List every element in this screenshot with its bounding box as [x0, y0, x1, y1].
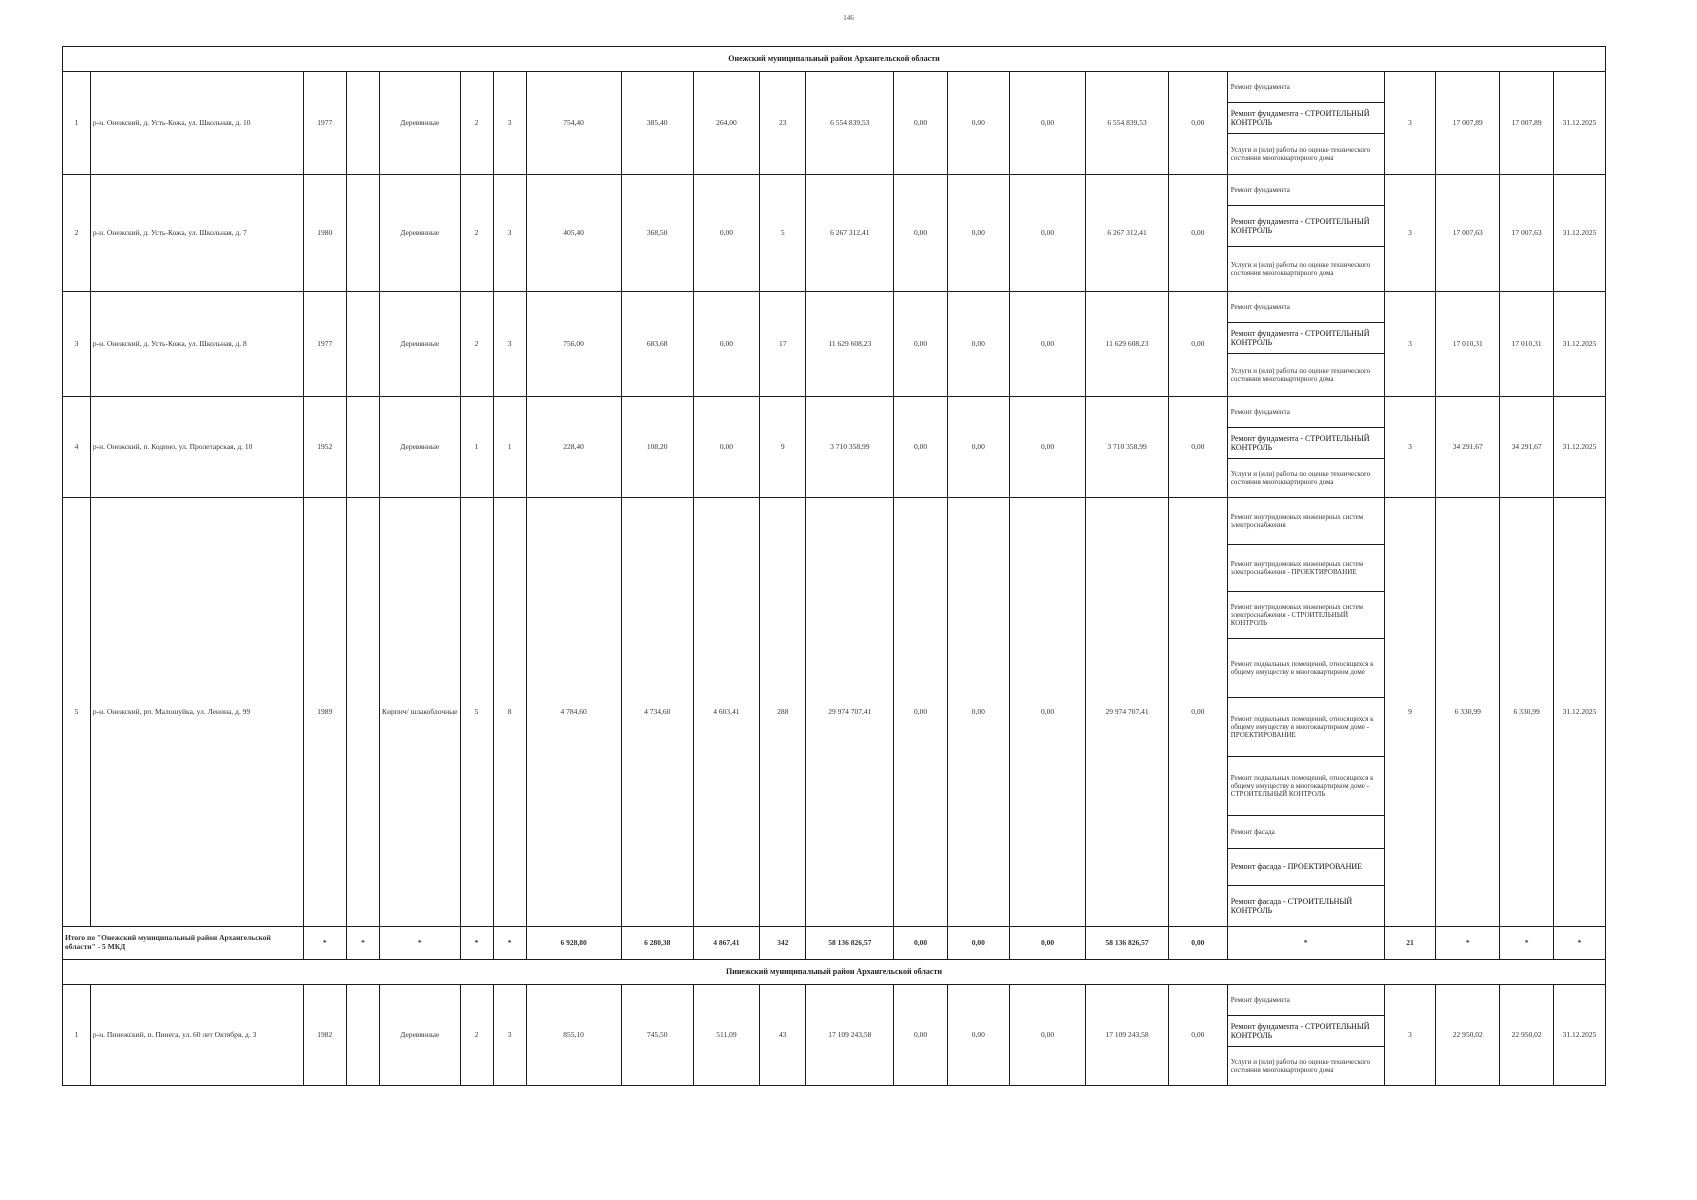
row-number: 4 [63, 397, 91, 498]
entrances: 8 [493, 498, 526, 927]
floors: 1 [460, 397, 493, 498]
living-area: 4 734,60 [621, 498, 693, 927]
work-item: Ремонт фасада - ПРОЕКТИРОВАНИЕ [1227, 849, 1384, 886]
cost-budget-local: 0,00 [1009, 292, 1085, 397]
cost-budget-region: 0,00 [947, 175, 1009, 292]
works-count: 3 [1384, 985, 1436, 1086]
table-row [63, 72, 1606, 103]
table-row [63, 498, 1606, 545]
year: 1980 [303, 175, 346, 292]
table-row [63, 397, 1606, 428]
section-title: Пинежский муниципальный район Архангельской области [63, 960, 1606, 985]
area-3: 4 603,41 [693, 498, 759, 927]
entrances: 1 [493, 397, 526, 498]
work-item: Ремонт подвальных помещений, относящихся к общему имуществу в многоквартирном доме - СТРОИТЕЛЬНЫЙ КОНТРОЛЬ [1227, 757, 1384, 816]
cost-other: 0,00 [1168, 985, 1227, 1086]
total-living-area: 6 280,38 [621, 927, 693, 960]
max-cost: 6 330,99 [1500, 498, 1554, 927]
total-area: 405,40 [526, 175, 621, 292]
work-item: Ремонт фасада [1227, 816, 1384, 849]
floors: 2 [460, 985, 493, 1086]
work-item: Ремонт фундамента - СТРОИТЕЛЬНЫЙ КОНТРОЛЬ [1227, 1016, 1384, 1047]
total-area: 228,40 [526, 397, 621, 498]
total-area: 4 784,60 [526, 498, 621, 927]
work-item: Ремонт внутридомовых инженерных систем электроснабжения [1227, 498, 1384, 545]
work-item: Ремонт фундамента - СТРОИТЕЛЬНЫЙ КОНТРОЛЬ [1227, 103, 1384, 134]
section-header [63, 47, 1606, 72]
floors: 5 [460, 498, 493, 927]
cost-budget-local: 0,00 [1009, 72, 1085, 175]
cost-budget-region: 0,00 [947, 72, 1009, 175]
max-cost: 17 010,31 [1500, 292, 1554, 397]
work-item: Ремонт фундамента - СТРОИТЕЛЬНЫЙ КОНТРОЛЬ [1227, 206, 1384, 247]
cost-budget-region: 0,00 [947, 292, 1009, 397]
cost-total: 17 109 243,58 [806, 985, 894, 1086]
address: р-н. Пинежский, п. Пинега, ул. 60 лет Октября, д. 3 [90, 985, 303, 1086]
cost-budget-region: 0,00 [947, 985, 1009, 1086]
max-cost: 17 007,89 [1500, 72, 1554, 175]
area-3: 511,09 [693, 985, 759, 1086]
total-cost-total: 58 136 826,57 [806, 927, 894, 960]
works-count: 3 [1384, 175, 1436, 292]
works-count: 3 [1384, 292, 1436, 397]
work-item: Ремонт фасада - СТРОИТЕЛЬНЫЙ КОНТРОЛЬ [1227, 886, 1384, 927]
page-number: 146 [843, 14, 854, 22]
works-count: 3 [1384, 72, 1436, 175]
row-number: 2 [63, 175, 91, 292]
works-count: 9 [1384, 498, 1436, 927]
table-row [63, 985, 1606, 1016]
work-item: Ремонт подвальных помещений, относящихся к общему имуществу в многоквартирном доме [1227, 639, 1384, 698]
material: Деревянные [379, 292, 460, 397]
work-item: Ремонт фундамента - СТРОИТЕЛЬНЫЙ КОНТРОЛЬ [1227, 428, 1384, 459]
work-item: Ремонт фундамента - СТРОИТЕЛЬНЫЙ КОНТРОЛЬ [1227, 323, 1384, 354]
cost-budget-local: 0,00 [1009, 498, 1085, 927]
total-works-count: 21 [1384, 927, 1436, 960]
material: Деревянные [379, 72, 460, 175]
area-3: 264,00 [693, 72, 759, 175]
cost-owners: 11 629 608,23 [1086, 292, 1169, 397]
area-3: 0,00 [693, 292, 759, 397]
deadline: 31.12.2025 [1553, 498, 1605, 927]
living-area: 385,40 [621, 72, 693, 175]
max-cost: 22 950,02 [1500, 985, 1554, 1086]
max-cost: 17 007,63 [1500, 175, 1554, 292]
cost-other: 0,00 [1168, 175, 1227, 292]
year-2 [346, 397, 379, 498]
year: 1982 [303, 985, 346, 1086]
area-3: 0,00 [693, 397, 759, 498]
table-row [63, 175, 1606, 206]
residents: 288 [759, 498, 805, 927]
cost-budget-local: 0,00 [1009, 985, 1085, 1086]
total-area: 855,10 [526, 985, 621, 1086]
material: Деревянные [379, 985, 460, 1086]
total-year: * [303, 927, 346, 960]
row-number: 1 [63, 72, 91, 175]
address: р-н. Онежский, п. Кодино, ул. Пролетарская, д. 10 [90, 397, 303, 498]
residents: 17 [759, 292, 805, 397]
unit-cost: 22 950,02 [1436, 985, 1500, 1086]
cost-fund: 0,00 [894, 72, 948, 175]
year-2 [346, 985, 379, 1086]
cost-owners: 6 267 312,41 [1086, 175, 1169, 292]
cost-fund: 0,00 [894, 498, 948, 927]
capital-repair-table [62, 46, 1606, 1086]
cost-fund: 0,00 [894, 985, 948, 1086]
deadline: 31.12.2025 [1553, 292, 1605, 397]
year: 1977 [303, 72, 346, 175]
living-area: 745,50 [621, 985, 693, 1086]
total-area: 756,00 [526, 292, 621, 397]
work-item: Услуги и (или) работы по оценке технического состояния многоквартирного дома [1227, 354, 1384, 397]
cost-fund: 0,00 [894, 397, 948, 498]
cost-budget-local: 0,00 [1009, 397, 1085, 498]
total-area-3: 4 867,41 [693, 927, 759, 960]
residents: 5 [759, 175, 805, 292]
cost-total: 3 710 358,99 [806, 397, 894, 498]
work-item: Услуги и (или) работы по оценке технического состояния многоквартирного дома [1227, 459, 1384, 498]
living-area: 368,50 [621, 175, 693, 292]
year: 1952 [303, 397, 346, 498]
area-3: 0,00 [693, 175, 759, 292]
work-item: Ремонт фундамента [1227, 292, 1384, 323]
residents: 9 [759, 397, 805, 498]
work-item: Услуги и (или) работы по оценке технического состояния многоквартирного дома [1227, 247, 1384, 292]
cost-other: 0,00 [1168, 292, 1227, 397]
cost-other: 0,00 [1168, 498, 1227, 927]
address: р-н. Онежский, рп. Малошуйка, ул. Ленина, д. 99 [90, 498, 303, 927]
cost-budget-region: 0,00 [947, 498, 1009, 927]
cost-budget-region: 0,00 [947, 397, 1009, 498]
work-item: Ремонт подвальных помещений, относящихся к общему имуществу в многоквартирном доме - ПРОЕКТИРОВАНИЕ [1227, 698, 1384, 757]
max-cost: 34 291,67 [1500, 397, 1554, 498]
section-header [63, 960, 1606, 985]
total-max-cost: * [1500, 927, 1554, 960]
total-cost-owners: 58 136 826,57 [1086, 927, 1169, 960]
work-item: Услуги и (или) работы по оценке технического состояния многоквартирного дома [1227, 134, 1384, 175]
table-row [63, 292, 1606, 323]
cost-fund: 0,00 [894, 292, 948, 397]
total-cost-budget-local: 0,00 [1009, 927, 1085, 960]
total-label: Итого по "Онежский муниципальный район Архангельской области" - 5 МКД [63, 927, 304, 960]
total-year-2: * [346, 927, 379, 960]
deadline: 31.12.2025 [1553, 72, 1605, 175]
material: Кирпич/ шлакоблочные [379, 498, 460, 927]
cost-budget-local: 0,00 [1009, 175, 1085, 292]
row-number: 1 [63, 985, 91, 1086]
address: р-н. Онежский, д. Усть-Кожа, ул. Школьная, д. 10 [90, 72, 303, 175]
cost-total: 6 554 839,53 [806, 72, 894, 175]
floors: 2 [460, 292, 493, 397]
unit-cost: 17 010,31 [1436, 292, 1500, 397]
entrances: 3 [493, 175, 526, 292]
cost-other: 0,00 [1168, 397, 1227, 498]
cost-owners: 29 974 707,41 [1086, 498, 1169, 927]
cost-owners: 6 554 839,53 [1086, 72, 1169, 175]
row-number: 3 [63, 292, 91, 397]
year-2 [346, 498, 379, 927]
total-residents: 342 [759, 927, 805, 960]
year: 1977 [303, 292, 346, 397]
total-row [63, 927, 1606, 960]
living-area: 683,68 [621, 292, 693, 397]
unit-cost: 17 007,89 [1436, 72, 1500, 175]
living-area: 108,20 [621, 397, 693, 498]
unit-cost: 34 291,67 [1436, 397, 1500, 498]
cost-total: 29 974 707,41 [806, 498, 894, 927]
material: Деревянные [379, 397, 460, 498]
entrances: 3 [493, 72, 526, 175]
year-2 [346, 292, 379, 397]
total-entrances: * [493, 927, 526, 960]
cost-total: 6 267 312,41 [806, 175, 894, 292]
year-2 [346, 72, 379, 175]
entrances: 3 [493, 985, 526, 1086]
total-material: * [379, 927, 460, 960]
work-item: Ремонт фундамента [1227, 985, 1384, 1016]
floors: 2 [460, 72, 493, 175]
total-works: * [1227, 927, 1384, 960]
total-deadline: * [1553, 927, 1605, 960]
deadline: 31.12.2025 [1553, 397, 1605, 498]
unit-cost: 6 330,99 [1436, 498, 1500, 927]
year: 1989 [303, 498, 346, 927]
cost-total: 11 629 608,23 [806, 292, 894, 397]
work-item: Ремонт фундамента [1227, 397, 1384, 428]
address: р-н. Онежский, д. Усть-Кожа, ул. Школьная, д. 8 [90, 292, 303, 397]
deadline: 31.12.2025 [1553, 985, 1605, 1086]
material: Деревянные [379, 175, 460, 292]
cost-owners: 3 710 358,99 [1086, 397, 1169, 498]
residents: 23 [759, 72, 805, 175]
total-unit-cost: * [1436, 927, 1500, 960]
floors: 2 [460, 175, 493, 292]
unit-cost: 17 007,63 [1436, 175, 1500, 292]
cost-other: 0,00 [1168, 72, 1227, 175]
address: р-н. Онежский, д. Усть-Кожа, ул. Школьная, д. 7 [90, 175, 303, 292]
work-item: Ремонт фундамента [1227, 175, 1384, 206]
total-cost-fund: 0,00 [894, 927, 948, 960]
deadline: 31.12.2025 [1553, 175, 1605, 292]
work-item: Ремонт фундамента [1227, 72, 1384, 103]
cost-fund: 0,00 [894, 175, 948, 292]
total-floors: * [460, 927, 493, 960]
total-total-area: 6 928,80 [526, 927, 621, 960]
residents: 43 [759, 985, 805, 1086]
year-2 [346, 175, 379, 292]
total-cost-budget-region: 0,00 [947, 927, 1009, 960]
work-item: Ремонт внутридомовых инженерных систем электроснабжения - СТРОИТЕЛЬНЫЙ КОНТРОЛЬ [1227, 592, 1384, 639]
cost-owners: 17 109 243,58 [1086, 985, 1169, 1086]
work-item: Услуги и (или) работы по оценке технического состояния многоквартирного дома [1227, 1047, 1384, 1086]
row-number: 5 [63, 498, 91, 927]
entrances: 3 [493, 292, 526, 397]
total-cost-other: 0,00 [1168, 927, 1227, 960]
section-title: Онежский муниципальный район Архангельской области [63, 47, 1606, 72]
works-count: 3 [1384, 397, 1436, 498]
work-item: Ремонт внутридомовых инженерных систем электроснабжения - ПРОЕКТИРОВАНИЕ [1227, 545, 1384, 592]
total-area: 754,40 [526, 72, 621, 175]
